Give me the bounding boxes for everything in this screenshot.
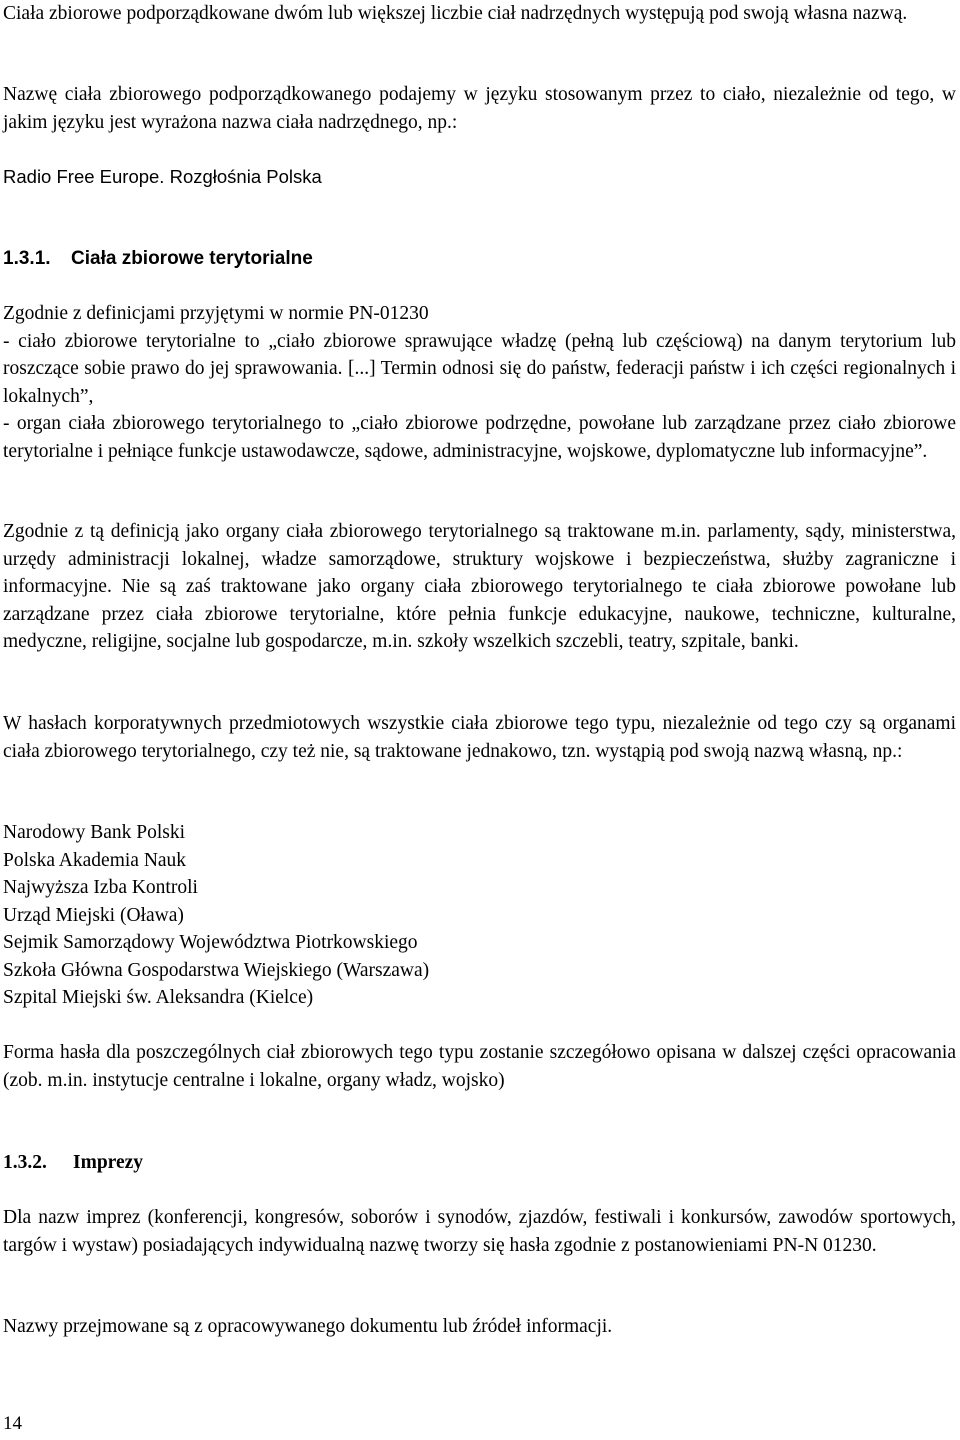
paragraph-organs: Zgodnie z tą definicją jako organy ciała zbiorowego terytorialnego są traktowane m.in. parlamenty, sądy, ministerstwa, urzędy administracji lokalnej, władze samorządowe, struktury wojskowe i bezpieczeństwa, służby zagraniczne i informacyjne. Nie są zaś traktowane jako organy ciała zbiorowego terytorialnego te ciała zbiorowe powołane lub zarządzane przez ciała zbiorowe terytorialne, które pełnia funkcje edukacyjne, naukowe, techniczne, kulturalne, medyczne, religijne, socjalne lub gospodarcze, m.in. szkoły wszelkich szczebli, teatry, szpitale, banki.: [3, 521, 956, 652]
section-number: 1.3.2.: [3, 1152, 47, 1173]
paragraph-event-names-source: Nazwy przejmowane są z opracowywanego dokumentu lub źródeł informacji.: [3, 1316, 613, 1337]
section-title: Ciała zbiorowe terytorialne: [71, 248, 313, 269]
list-item: Szpital Miejski św. Aleksandra (Kielce): [3, 987, 314, 1008]
section-heading-1-3-2: [3, 1149, 956, 1176]
examples-list: [3, 819, 956, 1012]
list-item: Sejmik Samorządowy Województwa Piotrkowskiego: [3, 932, 418, 953]
list-item: Polska Akademia Nauk: [3, 849, 187, 871]
paragraph-subject-headings: W hasłach korporatywnych przedmiotowych wszystkie ciała zbiorowe tego typu, niezależnie od tego czy są organami ciała zbiorowego terytorialnego, czy też nie, są traktowane jednakowo, tzn. wystąpią pod swoją nazwą własną, np.:: [3, 713, 956, 762]
section-heading-1-3-1: [3, 245, 956, 272]
paragraph-language-rule: Nazwę ciała zbiorowego podporządkowanego podajemy w języku stosowanym przez to ciało, niezależnie od tego, w jakim języku jest wyrażona nazwa ciała nadrzędnego, np.:: [3, 84, 956, 133]
list-item: Szkoła Główna Gospodarstwa Wiejskiego (Warszawa): [3, 959, 430, 981]
page-number: 14: [3, 1413, 22, 1434]
section-title: Imprezy: [73, 1152, 144, 1173]
paragraph-subordinate-bodies: Ciała zbiorowe podporządkowane dwóm lub większej liczbie ciał nadrzędnych występują pod swoją własna nazwą.: [3, 3, 908, 24]
list-item: Urząd Miejski (Oława): [3, 904, 184, 926]
list-item: Najwyższa Izba Kontroli: [3, 877, 198, 898]
definition-intro: Zgodnie z definicjami przyjętymi w normie PN-01230: [3, 303, 429, 324]
section-number: 1.3.1.: [3, 248, 51, 269]
example-radio-free-europe: Radio Free Europe. Rozgłośnia Polska: [3, 166, 322, 187]
definitions-block: [3, 300, 956, 465]
definition-territorial-organ: - organ ciała zbiorowego terytorialnego to „ciało zbiorowe podrzędne, powołane lub zarządzane przez ciało zbiorowe terytorialne i pełniące funkcje ustawodawcze, sądowe, administracyjne, wojskowe, dyplomatyczne lub informacyjne”.: [3, 413, 956, 462]
paragraph-events: Dla nazw imprez (konferencji, kongresów, soborów i synodów, zjazdów, festiwali i konkursów, zawodów sportowych, targów i wystaw) posiadających indywidualną nazwę tworzy się hasła zgodnie z postanowieniami PN-N 01230.: [3, 1207, 956, 1256]
list-item: Narodowy Bank Polski: [3, 822, 185, 843]
definition-territorial-body: - ciało zbiorowe terytorialne to „ciało zbiorowe sprawujące władzę (pełną lub częściową) na danym terytorium lub roszczące sobie prawo do jej sprawowania. [...] Termin odnosi się do państw, federacji państw i ich części regionalnych i lokalnych”,: [3, 330, 956, 407]
paragraph-form-of-heading: Forma hasła dla poszczególnych ciał zbiorowych tego typu zostanie szczegółowo opisana w dalszej części opracowania (zob. m.in. instytucje centralne i lokalne, organy władz, wojsko): [3, 1042, 956, 1091]
